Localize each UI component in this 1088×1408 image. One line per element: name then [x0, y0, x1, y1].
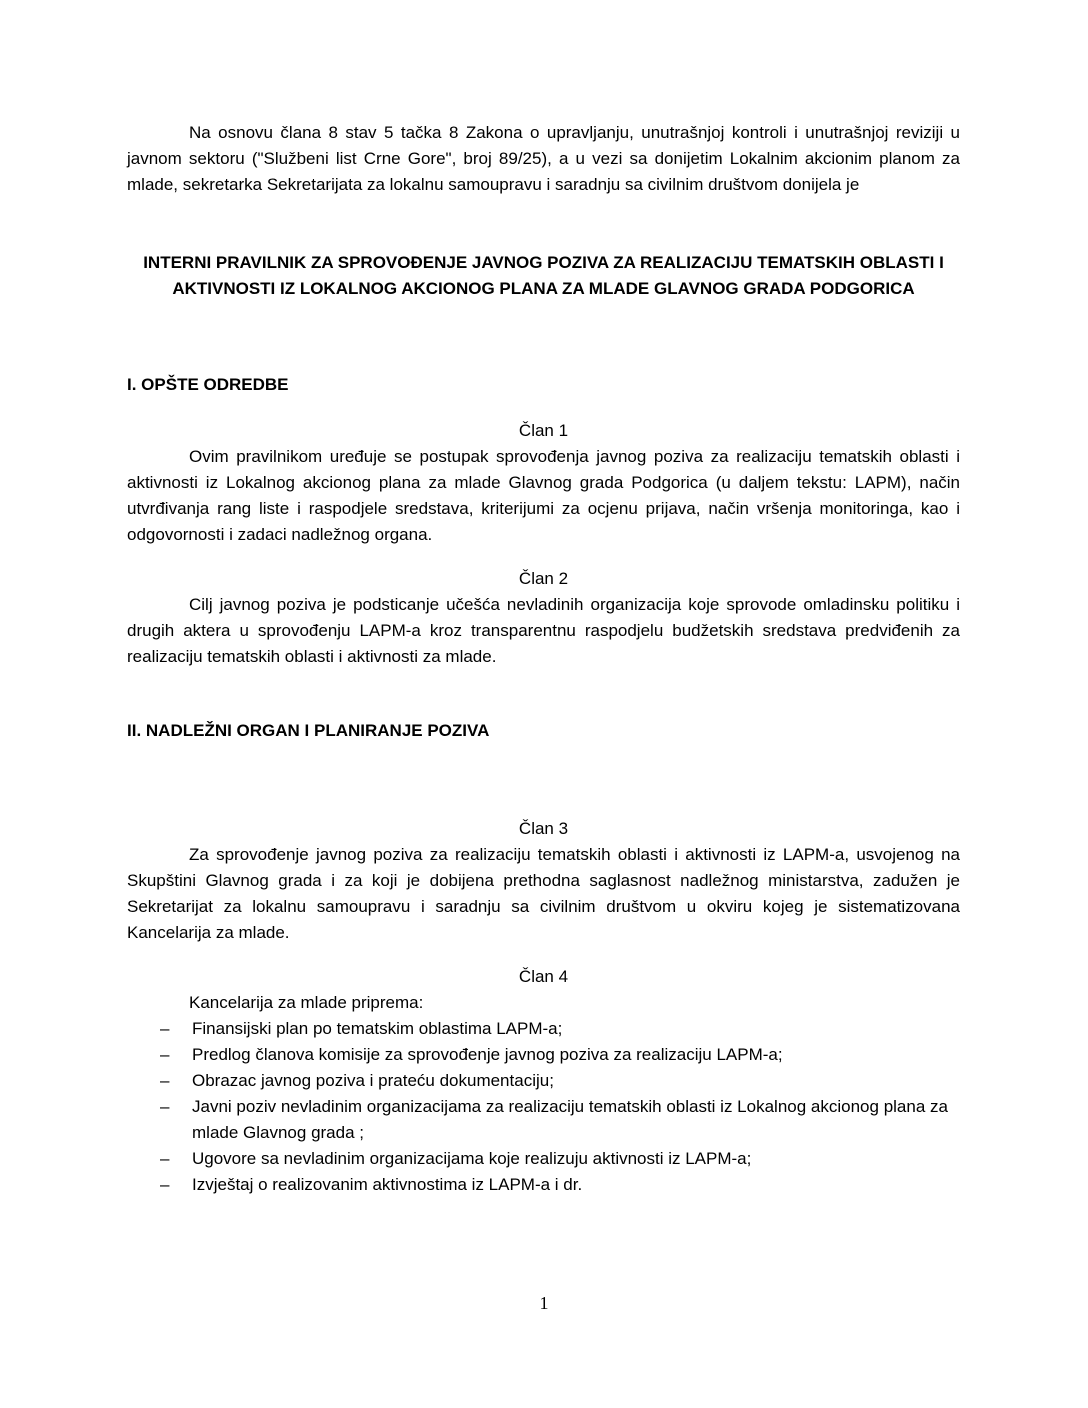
clan-1-heading: Član 1 [518, 421, 569, 440]
clan-4-intro: Kancelarija za mlade priprema: [189, 993, 424, 1012]
intro-paragraph: Na osnovu člana 8 stav 5 tačka 8 Zakona o upravljanju, unutrašnjoj kontroli i unutrašnjoj reviziji u javnom sektoru ("Službeni list Crne Gore", broj 89/25), a u vezi sa donijetim Lokalnim akcionim planom za mlade, sekretarka Sekretarijata za lokalnu samoupravu i saradnju sa civilnim društvom donijela je [127, 123, 960, 194]
clan-3-body: Za sprovođenje javnog poziva za realizaciju tematskih oblasti i aktivnosti iz LAPM-a, usvojenog na Skupštini Glavnog grada i za koji je dobijena prethodna saglasnost nadležnog ministarstva, zadužen je Sekretarijat za lokalnu samoupravu i saradnju sa civilnim društvom u okviru kojeg je sistematizovana Kancelarija za mlade. [127, 845, 960, 942]
document-title: INTERNI PRAVILNIK ZA SPROVOĐENJE JAVNOG POZIVA ZA REALIZACIJU TEMATSKIH OBLASTI I AKTIVNOSTI IZ LOKALNOG AKCIONOG PLANA ZA MLADE GLAVNOG GRADA PODGORICA [143, 253, 944, 298]
list-item [127, 1172, 960, 1198]
section-2-heading: II. NADLEŽNI ORGAN I PLANIRANJE POZIVA [127, 721, 490, 740]
dash-marker: – [160, 1175, 170, 1194]
clan-4-heading: Član 4 [518, 967, 569, 986]
dash-marker: – [160, 1097, 170, 1116]
list-item-text: Javni poziv nevladinim organizacijama za realizaciju tematskih oblasti iz Lokalnog akcionog plana za mlade Glavnog grada ; [192, 1097, 948, 1142]
list-item [127, 1068, 960, 1094]
list-item [127, 1042, 960, 1068]
clan-4-list [127, 1016, 960, 1198]
clan-2-heading: Član 2 [518, 569, 569, 588]
list-item [127, 1016, 960, 1042]
list-item-text: Izvještaj o realizovanim aktivnostima iz LAPM-a i dr. [192, 1175, 583, 1194]
list-item-text: Finansijski plan po tematskim oblastima LAPM-a; [192, 1019, 563, 1038]
clan-3-heading: Član 3 [518, 819, 569, 838]
list-item-text: Ugovore sa nevladinim organizacijama koje realizuju aktivnosti iz LAPM-a; [192, 1149, 752, 1168]
section-1-heading: I. OPŠTE ODREDBE [127, 375, 289, 394]
list-item [127, 1094, 960, 1146]
list-item-text: Predlog članova komisije za sprovođenje javnog poziva za realizaciju LAPM-a; [192, 1045, 783, 1064]
page-number: 1 [539, 1293, 549, 1313]
dash-marker: – [160, 1149, 170, 1168]
list-item-text: Obrazac javnog poziva i prateću dokumentaciju; [192, 1071, 554, 1090]
dash-marker: – [160, 1019, 170, 1038]
clan-1-body: Ovim pravilnikom uređuje se postupak sprovođenja javnog poziva za realizaciju tematskih oblasti i aktivnosti iz Lokalnog akcionog plana za mlade Glavnog grada Podgorica (u daljem tekstu: LAPM), način utvrđivanja rang liste i raspodjele sredstava, kriterijumi za ocjenu prijava, način vršenja monitoringa, kao i odgovornosti i zadaci nadležnog organa. [127, 447, 960, 544]
list-item [127, 1146, 960, 1172]
dash-marker: – [160, 1045, 170, 1064]
dash-marker: – [160, 1071, 170, 1090]
clan-2-body: Cilj javnog poziva je podsticanje učešća nevladinih organizacija koje sprovode omladinsku politiku i drugih aktera u sprovođenju LAPM-a kroz transparentnu raspodjelu budžetskih sredstava predviđenih za realizaciju tematskih oblasti i aktivnosti za mlade. [127, 595, 960, 666]
